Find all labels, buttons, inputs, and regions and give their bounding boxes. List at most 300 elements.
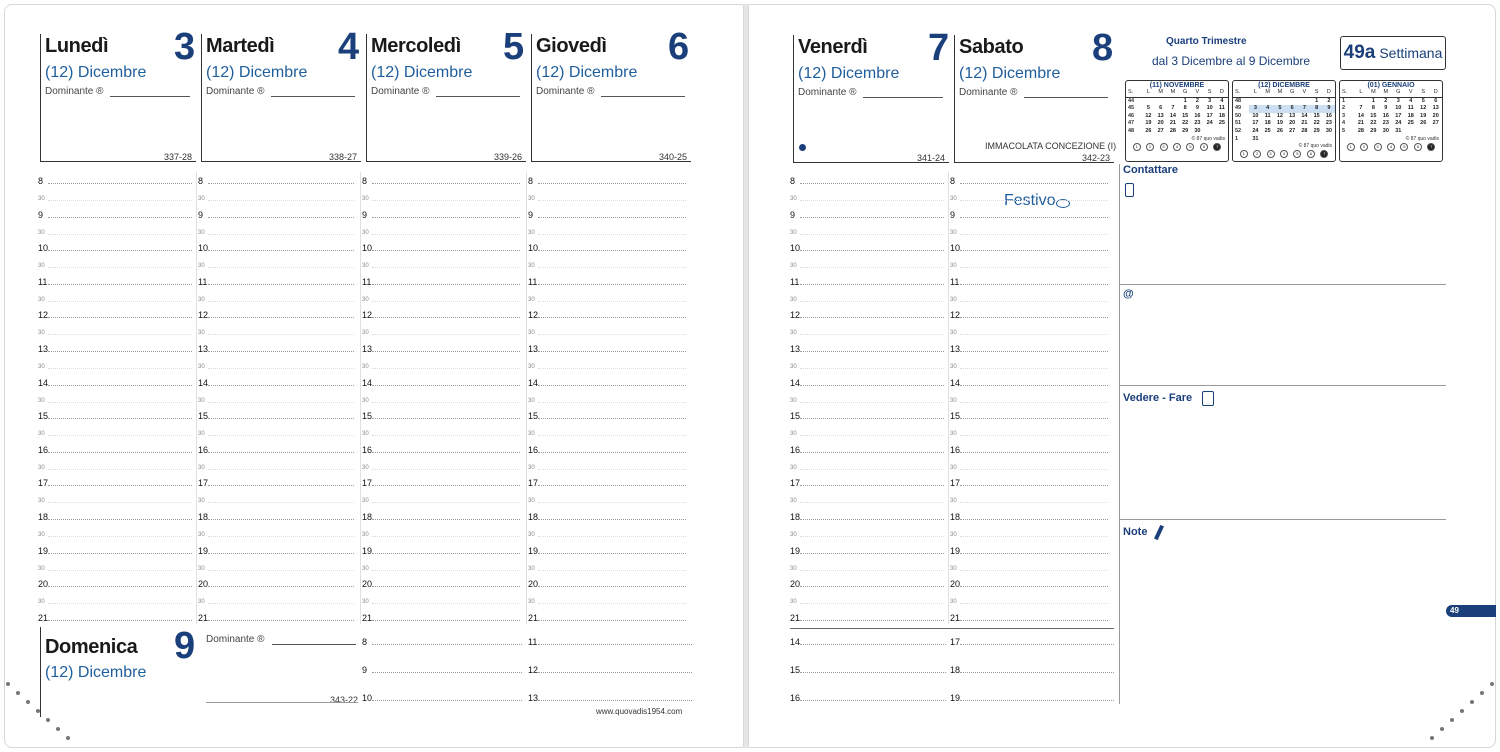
week-number: 3 xyxy=(1342,112,1346,119)
hour-line[interactable] xyxy=(800,351,944,352)
hour-line[interactable] xyxy=(48,620,192,621)
hour-line[interactable] xyxy=(538,217,686,218)
half-hour-line[interactable] xyxy=(48,267,192,268)
sunday-dominante-line[interactable] xyxy=(272,644,356,645)
half-hour-label: 30 xyxy=(362,196,369,202)
hour-line[interactable] xyxy=(372,385,520,386)
half-hour-line[interactable] xyxy=(960,234,1108,235)
hour-label: 13 xyxy=(362,344,373,354)
half-hour-line[interactable] xyxy=(960,402,1108,403)
half-hour-label: 30 xyxy=(950,196,957,202)
website-url: www.quovadis1954.com xyxy=(596,707,683,716)
hour-line[interactable] xyxy=(800,452,944,453)
half-hour-line[interactable] xyxy=(800,435,944,436)
weekday-circle: 3 xyxy=(1160,143,1168,151)
extra-hour-line[interactable] xyxy=(960,672,1114,673)
hour-line[interactable] xyxy=(208,519,354,520)
calendar-date: 31 xyxy=(1252,135,1259,142)
hour-line[interactable] xyxy=(48,452,192,453)
half-hour-line[interactable] xyxy=(372,570,520,571)
day-month: (12) Dicembre xyxy=(798,65,900,82)
half-hour-line[interactable] xyxy=(538,234,686,235)
hour-line[interactable] xyxy=(960,385,1108,386)
hour-line[interactable] xyxy=(800,485,944,486)
extra-hour-line[interactable] xyxy=(800,644,946,645)
half-hour-line[interactable] xyxy=(800,301,944,302)
half-hour-line[interactable] xyxy=(48,469,192,470)
hour-line[interactable] xyxy=(208,418,354,419)
half-hour-line[interactable] xyxy=(538,267,686,268)
hour-line[interactable] xyxy=(538,452,686,453)
half-hour-line[interactable] xyxy=(960,502,1108,503)
weekday-header: V xyxy=(1298,89,1310,97)
hour-line[interactable] xyxy=(800,317,944,318)
half-hour-line[interactable] xyxy=(372,200,520,201)
hour-line[interactable] xyxy=(48,284,192,285)
hour-label: 13 xyxy=(38,344,49,354)
hour-label: 8 xyxy=(528,176,534,186)
hour-line[interactable] xyxy=(208,620,354,621)
half-hour-line[interactable] xyxy=(538,435,686,436)
mini-calendar-grid xyxy=(1233,89,1335,143)
half-hour-line[interactable] xyxy=(48,200,192,201)
hour-label: 17 xyxy=(362,478,373,489)
dominante-line[interactable] xyxy=(436,96,520,97)
hour-label: 11 xyxy=(38,276,48,287)
half-hour-line[interactable] xyxy=(800,570,944,571)
hour-line[interactable] xyxy=(800,217,944,218)
hour-label: 19 xyxy=(38,545,49,556)
extra-hour-label: 16 xyxy=(790,693,801,703)
half-hour-label: 30 xyxy=(950,565,957,572)
hour-line[interactable] xyxy=(800,586,944,587)
half-hour-line[interactable] xyxy=(372,402,520,403)
hour-line[interactable] xyxy=(960,250,1108,251)
hour-line[interactable] xyxy=(372,485,520,486)
half-hour-line[interactable] xyxy=(208,570,354,571)
half-hour-label: 30 xyxy=(198,532,205,538)
weekday-circle: 1 xyxy=(1347,143,1355,151)
weekday-circle: 2 xyxy=(1253,150,1261,158)
half-hour-line[interactable] xyxy=(48,402,192,403)
half-hour-line[interactable] xyxy=(960,267,1108,268)
weekday-circle: 7 xyxy=(1213,143,1221,151)
hour-label: 10 xyxy=(950,243,961,254)
hour-label: 21 xyxy=(950,612,961,623)
mini-calendar-title: (12) DICEMBRE xyxy=(1258,82,1310,89)
sunday-hour-line[interactable] xyxy=(372,700,522,701)
sunday-hour-label: 10 xyxy=(362,693,373,703)
holiday-note: IMMACOLATA CONCEZIONE (I) xyxy=(985,141,1117,151)
half-hour-line[interactable] xyxy=(800,402,944,403)
hour-line[interactable] xyxy=(208,217,354,218)
hour-line[interactable] xyxy=(960,217,1108,218)
half-hour-line[interactable] xyxy=(372,469,520,470)
half-hour-label: 30 xyxy=(950,229,957,236)
hour-line[interactable] xyxy=(960,452,1108,453)
half-hour-line[interactable] xyxy=(800,334,944,335)
half-hour-line[interactable] xyxy=(960,469,1108,470)
half-hour-line[interactable] xyxy=(800,267,944,268)
half-hour-line[interactable] xyxy=(538,603,686,604)
calendar-date: 23 xyxy=(1382,120,1389,127)
hour-line[interactable] xyxy=(538,553,686,554)
extra-hour-line[interactable] xyxy=(960,700,1114,701)
half-hour-line[interactable] xyxy=(48,536,192,537)
half-hour-label: 30 xyxy=(38,330,45,337)
hour-line[interactable] xyxy=(48,351,192,352)
calendar-date xyxy=(1429,128,1442,136)
half-hour-line[interactable] xyxy=(48,334,192,335)
hour-line[interactable] xyxy=(960,620,1108,621)
spiral-hole xyxy=(1470,700,1474,704)
half-hour-line[interactable] xyxy=(538,570,686,571)
half-hour-line[interactable] xyxy=(800,536,944,537)
hour-line[interactable] xyxy=(538,620,686,621)
weekday-circle: 3 xyxy=(1267,150,1275,158)
hour-label: 10 xyxy=(528,243,539,254)
sunday-code: 343-22 xyxy=(329,695,358,705)
weekday-circles xyxy=(1340,143,1442,151)
half-hour-label: 30 xyxy=(362,532,369,538)
half-hour-line[interactable] xyxy=(538,334,686,335)
hour-line[interactable] xyxy=(372,317,520,318)
hour-label: 19 xyxy=(950,545,961,556)
column-divider xyxy=(526,172,527,624)
week-number: 49a xyxy=(1343,42,1376,63)
hour-line[interactable] xyxy=(208,385,354,386)
day-code: 337-28 xyxy=(163,152,192,162)
hour-line[interactable] xyxy=(538,519,686,520)
calendar-date: 19 xyxy=(1145,120,1152,127)
hour-line[interactable] xyxy=(538,418,686,419)
calendar-date: 6 xyxy=(1434,97,1438,104)
hour-line[interactable] xyxy=(372,250,520,251)
half-hour-line[interactable] xyxy=(372,603,520,604)
half-hour-label: 30 xyxy=(528,532,535,538)
hour-line[interactable] xyxy=(372,183,520,184)
half-hour-line[interactable] xyxy=(538,502,686,503)
half-hour-line[interactable] xyxy=(372,234,520,235)
dominante-line[interactable] xyxy=(863,97,943,98)
hour-line[interactable] xyxy=(208,553,354,554)
half-hour-label: 30 xyxy=(362,296,369,303)
dominante-line[interactable] xyxy=(271,96,355,97)
half-hour-line[interactable] xyxy=(208,267,354,268)
half-hour-line[interactable] xyxy=(372,334,520,335)
half-hour-line[interactable] xyxy=(800,502,944,503)
half-hour-line[interactable] xyxy=(48,570,192,571)
hour-line[interactable] xyxy=(800,385,944,386)
mini-calendar xyxy=(1232,80,1336,162)
hour-line[interactable] xyxy=(372,620,520,621)
hour-line[interactable] xyxy=(800,250,944,251)
half-hour-line[interactable] xyxy=(538,469,686,470)
hour-line[interactable] xyxy=(208,250,354,251)
half-hour-line[interactable] xyxy=(960,536,1108,537)
sunday-bottom-line[interactable] xyxy=(206,702,358,703)
dominante-line[interactable] xyxy=(601,96,685,97)
calendar-date: 22 xyxy=(1313,120,1320,127)
half-hour-line[interactable] xyxy=(372,267,520,268)
half-hour-line[interactable] xyxy=(372,502,520,503)
weekday-header: M xyxy=(1155,89,1167,97)
dominante-line[interactable] xyxy=(110,96,190,97)
half-hour-line[interactable] xyxy=(960,301,1108,302)
half-hour-line[interactable] xyxy=(538,200,686,201)
extra-hour-label: 18 xyxy=(950,665,961,675)
hour-line[interactable] xyxy=(960,418,1108,419)
hour-line[interactable] xyxy=(372,217,520,218)
hour-line[interactable] xyxy=(538,586,686,587)
calendar-date xyxy=(1286,97,1298,105)
half-hour-line[interactable] xyxy=(208,368,354,369)
half-hour-line[interactable] xyxy=(960,334,1108,335)
hour-line[interactable] xyxy=(538,385,686,386)
half-hour-line[interactable] xyxy=(208,301,354,302)
calendar-date xyxy=(1142,97,1154,105)
calendar-date: 5 xyxy=(1274,105,1286,113)
hour-line[interactable] xyxy=(372,519,520,520)
half-hour-label: 30 xyxy=(528,263,535,270)
half-hour-label: 30 xyxy=(38,364,45,370)
weekday-header: L xyxy=(1142,89,1154,97)
hour-line[interactable] xyxy=(538,317,686,318)
extra-hour-line[interactable] xyxy=(960,644,1114,645)
hour-label: 14 xyxy=(950,377,961,388)
weekday-circle: 1 xyxy=(1133,143,1141,151)
hour-line[interactable] xyxy=(960,317,1108,318)
hour-line[interactable] xyxy=(48,418,192,419)
day-month: (12) Dicembre xyxy=(536,64,638,81)
hour-line[interactable] xyxy=(538,183,686,184)
half-hour-label: 30 xyxy=(38,498,45,505)
calendar-date: 30 xyxy=(1194,127,1201,134)
extra-hour-label: 15 xyxy=(790,665,801,675)
extra-hour-line[interactable] xyxy=(800,672,946,673)
calendar-date: 30 xyxy=(1325,127,1332,134)
hour-line[interactable] xyxy=(538,250,686,251)
half-hour-line[interactable] xyxy=(208,502,354,503)
half-hour-line[interactable] xyxy=(372,368,520,369)
half-hour-line[interactable] xyxy=(208,402,354,403)
half-hour-line[interactable] xyxy=(372,536,520,537)
calendar-date: 25 xyxy=(1264,127,1271,134)
calendar-date: 9 xyxy=(1384,105,1388,112)
half-hour-line[interactable] xyxy=(208,234,354,235)
calendar-date: 8 xyxy=(1371,105,1375,112)
half-hour-line[interactable] xyxy=(48,435,192,436)
hour-line[interactable] xyxy=(538,284,686,285)
weekday-circle: 5 xyxy=(1293,150,1301,158)
hour-line[interactable] xyxy=(208,317,354,318)
hour-label: 8 xyxy=(198,176,204,186)
hour-line[interactable] xyxy=(208,183,354,184)
hour-line[interactable] xyxy=(960,553,1108,554)
half-hour-label: 30 xyxy=(362,229,369,236)
calendar-date: 4 xyxy=(1220,97,1224,104)
hour-line[interactable] xyxy=(800,620,944,621)
hour-line[interactable] xyxy=(372,452,520,453)
hour-line[interactable] xyxy=(960,519,1108,520)
hour-label: 10 xyxy=(198,243,209,254)
half-hour-line[interactable] xyxy=(208,469,354,470)
half-hour-line[interactable] xyxy=(960,570,1108,571)
calendar-date: 6 xyxy=(1159,105,1163,112)
half-hour-line[interactable] xyxy=(48,603,192,604)
half-hour-label: 30 xyxy=(790,431,797,438)
half-hour-label: 30 xyxy=(950,498,957,505)
extra-hour-line[interactable] xyxy=(800,700,946,701)
hour-line[interactable] xyxy=(48,217,192,218)
hour-label: 9 xyxy=(790,209,796,220)
half-hour-line[interactable] xyxy=(800,368,944,369)
half-hour-line[interactable] xyxy=(800,469,944,470)
hour-line[interactable] xyxy=(372,351,520,352)
calendar-date xyxy=(1274,136,1286,144)
half-hour-line[interactable] xyxy=(800,234,944,235)
half-hour-line[interactable] xyxy=(372,435,520,436)
calendar-date: 26 xyxy=(1276,127,1283,134)
weekday-header: S. xyxy=(1126,89,1142,97)
half-hour-label: 30 xyxy=(528,296,535,303)
half-hour-line[interactable] xyxy=(48,234,192,235)
weekday-circle: 2 xyxy=(1146,143,1154,151)
half-hour-line[interactable] xyxy=(208,334,354,335)
calendar-date xyxy=(1417,128,1429,136)
hour-label: 15 xyxy=(950,411,961,422)
sunday-hour-line[interactable] xyxy=(372,672,522,673)
calendar-date: 11 xyxy=(1407,105,1414,112)
mini-calendar-title: (01) GENNAIO xyxy=(1367,82,1415,89)
hour-line[interactable] xyxy=(800,418,944,419)
half-hour-line[interactable] xyxy=(960,200,1108,201)
spiral-hole xyxy=(46,718,50,722)
calendar-date: 7 xyxy=(1298,105,1310,113)
half-hour-label: 30 xyxy=(198,296,205,303)
sunday-name: Domenica xyxy=(45,636,138,658)
hour-line[interactable] xyxy=(538,351,686,352)
day-number: 7 xyxy=(928,27,950,69)
hour-line[interactable] xyxy=(208,452,354,453)
hour-line[interactable] xyxy=(960,183,1108,184)
spiral-hole xyxy=(16,691,20,695)
half-hour-line[interactable] xyxy=(208,603,354,604)
calendar-date xyxy=(1216,128,1228,136)
hour-line[interactable] xyxy=(208,284,354,285)
half-hour-line[interactable] xyxy=(800,603,944,604)
hour-line[interactable] xyxy=(48,385,192,386)
sunday-hour-line[interactable] xyxy=(538,672,692,673)
hour-label: 9 xyxy=(362,209,368,220)
hour-line[interactable] xyxy=(800,183,944,184)
hour-line[interactable] xyxy=(960,485,1108,486)
hour-label: 20 xyxy=(950,579,961,590)
half-hour-line[interactable] xyxy=(960,368,1108,369)
hour-line[interactable] xyxy=(800,553,944,554)
half-hour-line[interactable] xyxy=(538,536,686,537)
hour-line[interactable] xyxy=(48,183,192,184)
hour-line[interactable] xyxy=(372,586,520,587)
hour-line[interactable] xyxy=(48,553,192,554)
half-hour-line[interactable] xyxy=(538,368,686,369)
sunday-hour-line[interactable] xyxy=(538,644,692,645)
half-hour-label: 30 xyxy=(198,431,205,438)
calendar-date: 25 xyxy=(1407,120,1414,127)
hour-line[interactable] xyxy=(372,418,520,419)
half-hour-line[interactable] xyxy=(538,402,686,403)
half-hour-line[interactable] xyxy=(960,435,1108,436)
calendar-date: 18 xyxy=(1264,120,1271,127)
half-hour-line[interactable] xyxy=(48,301,192,302)
hour-line[interactable] xyxy=(48,519,192,520)
hour-line[interactable] xyxy=(372,284,520,285)
half-hour-line[interactable] xyxy=(372,301,520,302)
weekday-circle: 5 xyxy=(1400,143,1408,151)
hour-line[interactable] xyxy=(48,485,192,486)
hour-label: 12 xyxy=(362,310,373,321)
half-hour-label: 30 xyxy=(198,229,205,236)
half-hour-line[interactable] xyxy=(208,200,354,201)
calendar-date: 6 xyxy=(1286,105,1298,113)
hour-line[interactable] xyxy=(960,284,1108,285)
half-hour-line[interactable] xyxy=(960,603,1108,604)
hour-line[interactable] xyxy=(208,586,354,587)
hour-line[interactable] xyxy=(538,485,686,486)
hour-line[interactable] xyxy=(48,317,192,318)
hour-line[interactable] xyxy=(960,586,1108,587)
half-hour-label: 30 xyxy=(198,364,205,370)
half-hour-label: 30 xyxy=(528,464,535,471)
half-hour-label: 30 xyxy=(528,364,535,370)
page-number: 49 xyxy=(1450,606,1459,615)
week-number: 48 xyxy=(1235,97,1242,104)
half-hour-line[interactable] xyxy=(208,435,354,436)
half-hour-line[interactable] xyxy=(48,368,192,369)
dominante-line[interactable] xyxy=(1024,97,1108,98)
weekday-header: G xyxy=(1179,89,1191,97)
hour-label: 13 xyxy=(790,344,801,354)
hour-label: 11 xyxy=(528,276,538,287)
calendar-date: 18 xyxy=(1218,112,1225,119)
hour-line[interactable] xyxy=(960,351,1108,352)
sunday-hour-line[interactable] xyxy=(538,700,692,701)
week-range: dal 3 Dicembre al 9 Dicembre xyxy=(1152,54,1311,68)
hour-label: 17 xyxy=(950,478,961,489)
half-hour-line[interactable] xyxy=(800,200,944,201)
hour-label: 8 xyxy=(790,176,796,186)
sunday-hour-line[interactable] xyxy=(372,644,522,645)
hour-label: 16 xyxy=(38,444,49,455)
half-hour-label: 30 xyxy=(790,296,797,303)
bullet-dot xyxy=(799,144,806,151)
hour-label: 17 xyxy=(528,478,539,489)
hour-label: 21 xyxy=(38,612,49,623)
calendar-date: 23 xyxy=(1194,120,1201,127)
hour-line[interactable] xyxy=(372,553,520,554)
half-hour-line[interactable] xyxy=(538,301,686,302)
hour-line[interactable] xyxy=(48,586,192,587)
hour-line[interactable] xyxy=(800,519,944,520)
half-hour-line[interactable] xyxy=(48,502,192,503)
hour-line[interactable] xyxy=(800,284,944,285)
dominante-label: Dominante ® xyxy=(45,86,104,97)
half-hour-label: 30 xyxy=(362,263,369,270)
hour-line[interactable] xyxy=(208,351,354,352)
hour-line[interactable] xyxy=(208,485,354,486)
half-hour-line[interactable] xyxy=(208,536,354,537)
hour-line[interactable] xyxy=(48,250,192,251)
